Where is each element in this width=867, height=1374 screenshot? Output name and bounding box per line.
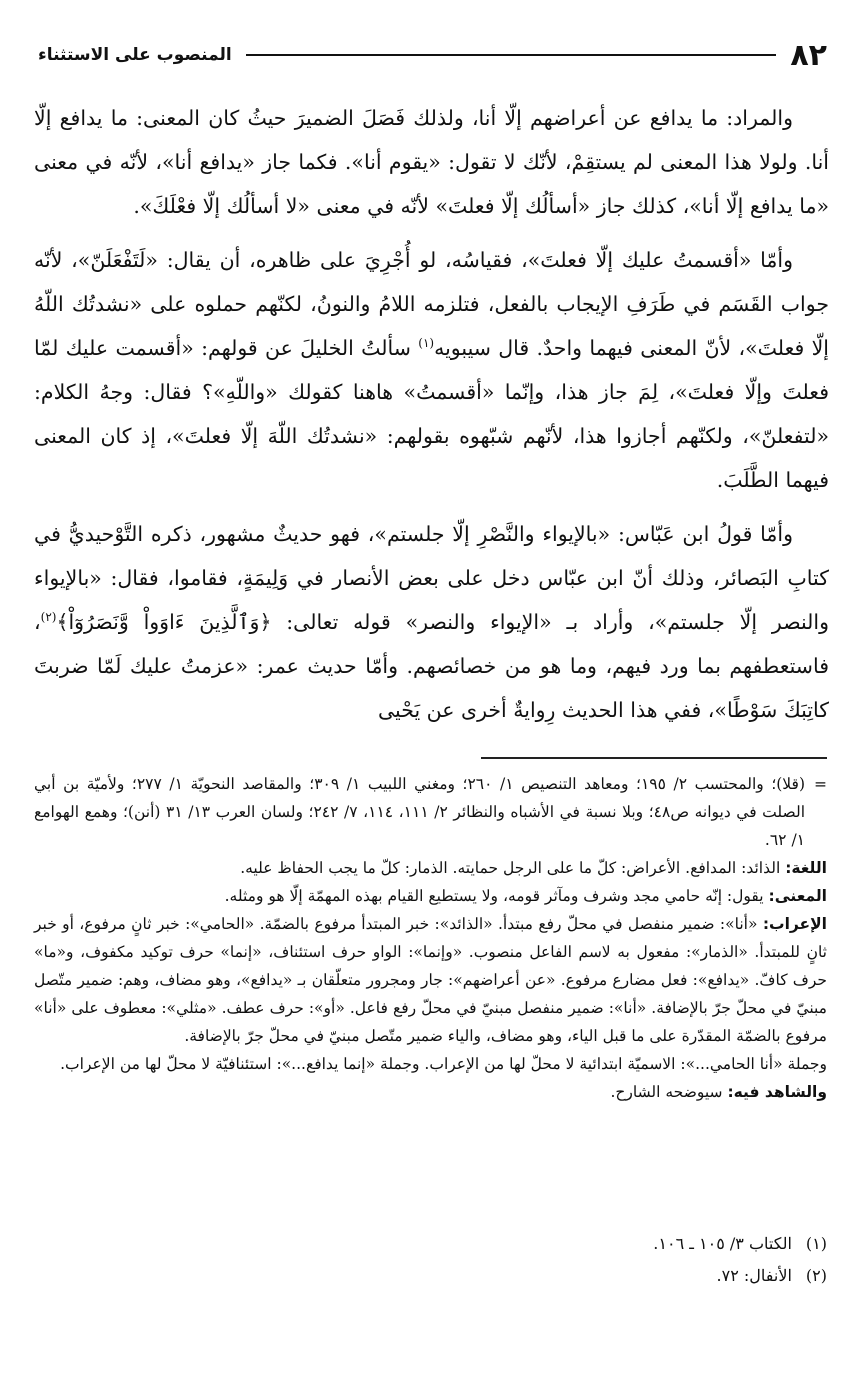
footnote	[34, 1260, 827, 1292]
page-header	[38, 30, 827, 80]
paragraph: والمراد: ما يدافع عن أعراضهم إلّا أنا، ولذلك فَصَلَ الضميرَ حيثُ كان المعنى: ما يدافع إلّا أنا. ولولا هذا المعنى لم يستقِمْ، لأنّك لا تقول: «يقوم أنا». فكما جاز «يدافع أنا»، لأنّه في معنى «ما يدافع إلّا أنا»، كذلك جاز «أسألُك إلّا فعلتَ» لأنّه في معنى «لا أسألُك إلّا فعْلَكَ».	[34, 106, 829, 218]
note-heading: والشاهد فيه:	[727, 1083, 827, 1101]
note-parsing	[34, 910, 827, 1050]
note-text: الذائد: المدافع. الأعراض: كلّ ما على الرجل حمايته. الذمار: كلّ ما يجب الحفاظ عليه.	[240, 859, 786, 877]
header-rule	[246, 54, 777, 56]
footnote-separator	[481, 757, 827, 759]
note-heading: الإعراب:	[762, 915, 827, 933]
note-text: يقول: إنّه حامي مجد وشرف ومآثر قومه، ولا يستطيع القيام بهذه المهمّة إلّا هو ومثله.	[224, 887, 769, 905]
paragraph	[34, 238, 829, 502]
commentary-notes	[34, 770, 827, 1106]
running-title: المنصوب على الاستثناء	[38, 45, 232, 65]
continuation-marker: =	[814, 775, 827, 793]
paragraph	[34, 512, 829, 732]
note-clauses	[34, 1050, 827, 1078]
paragraph-text: ، فاستعطفهم بما ورد فيهم، وما هو من خصائصهم. وأمّا حديث عمر: «عزمتُ عليك لَمّا ضربتَ كاتِبَكَ سَوْطًا»، ففي هذا الحديث رِوايةٌ أخرى عن يَحْيى	[34, 610, 829, 722]
footnote-text: الأنفال: ٧٢.	[716, 1266, 792, 1285]
note-text: سيوضحه الشارح.	[610, 1083, 728, 1101]
note-lexicon	[34, 854, 827, 882]
footnotes	[34, 1228, 827, 1292]
note-text: (قلا)؛ والمحتسب ٢/ ١٩٥؛ ومعاهد التنصيص ١/ ٢٦٠؛ ومغني اللبيب ١/ ٣٠٩؛ والمقاصد النحويّة ١/ ٢٧٧؛ ولأميّة بن أبي الصلت في ديوانه ص٤٨؛ وبلا نسبة في الأشباه والنظائر ٢/ ١١١، ١١٤، ٧/ ٢٤٢؛ ولسان العرب ١٣/ ٣١ (أنن)؛ وهمع الهوامع ١/ ٦٢.	[34, 775, 806, 849]
footnote-number: (١)	[805, 1234, 827, 1253]
footnote	[34, 1228, 827, 1260]
note-meaning	[34, 882, 827, 910]
note-heading: اللغة:	[785, 859, 827, 877]
note-text: «أنا»: ضمير منفصل في محلّ رفع مبتدأ. «الذائد»: خبر المبتدأ مرفوع بالضمّة. «الحامي»: خبر ثانٍ مرفوع، أو خبر ثانٍ للمبتدأ. «الذمار»: مفعول به لاسم الفاعل منصوب. «وإنما»: الواو حرف استئناف، «إنما» حرف توكيد مكفوف، و«ما» حرف كافّ. «يدافع»: فعل مضارع مرفوع. «عن أعراضهم»: جار ومجرور متعلّقان بـ «يدافع»، وهو مضاف، وهم: ضمير متّصل مبنيّ في محلّ جرّ بالإضافة. «أنا»: ضمير منفصل مبنيّ في محلّ رفع فاعل. «أو»: حرف عطف. «مثلي»: معطوف على «أنا» مرفوع بالضمّة المقدّرة على ما قبل الياء، وهو مضاف، والياء ضمير متّصل مبنيّ في محلّ جرّ بالإضافة.	[34, 915, 827, 1045]
note-evidence	[34, 1078, 827, 1106]
footnote-marker: (١)	[418, 336, 435, 351]
footnote-text: الكتاب ٣/ ١٠٥ ـ ١٠٦.	[653, 1234, 792, 1253]
paragraph-text: وأمّا «أقسمتُ عليك إلّا فعلتَ»، فقياسُه، لو أُجْرِيَ على ظاهره، أن يقال: «لَتَفْعَلَنّ»، لأنّه جواب القَسَم في طَرَفِ الإيجاب بالفعل، فتلزمه اللامُ والنونُ، لكنّهم حملوه على «نشدتُك اللّهُ إلّا فعلتَ»، لأنّ المعنى فيهما واحدٌ. قال سيبويه	[34, 248, 829, 360]
note-text: وجملة «أنا الحامي...»: الاسميّة ابتدائية لا محلّ لها من الإعراب. وجملة «إنما يدافع...»: استئنافيّة لا محلّ لها من الإعراب.	[60, 1055, 827, 1073]
main-text	[34, 96, 829, 732]
footnote-marker: (٢)	[40, 610, 57, 625]
footnote-number: (٢)	[805, 1266, 827, 1285]
paragraph-text: سألتُ الخليلَ عن قولهم: «أقسمت عليك لمّا فعلتَ وإلّا فعلتَ»، لِمَ جاز هذا، وإنّما «أقسمتُ» هاهنا كقولك «واللّهِ»؟ فقال: وجهُ الكلام: «لتفعلنّ»، ولكنّهم أجازوا هذا، لأنّهم شبّهوه بقولهم: «نشدتُك اللّهَ إلّا فعلتَ»، إذ كان المعنى فيهما الطَّلَبَ.	[34, 336, 829, 492]
paragraph-text: وأمّا قولُ ابن عَبّاس: «بالإيواء والنَّصْرِ إلّا جلستم»، فهو حديثٌ مشهور، ذكره التَّوْحيديُّ في كتابِ البَصائر، وذلك أنّ ابن عبّاس دخل على بعض الأنصار في وَلِيمَةٍ، فقاموا، فقال: «بالإيواء والنصر إلّا جلستم»، وأراد بـ «الإيواء والنصر» قوله تعالى: ﴿وَٱلَّذِينَ ءَاوَواْ وَّنَصَرُوٓاْ﴾	[34, 522, 829, 634]
note-sources	[34, 770, 827, 854]
note-heading: المعنى:	[768, 887, 827, 905]
page-number: ٨٢	[790, 37, 827, 73]
